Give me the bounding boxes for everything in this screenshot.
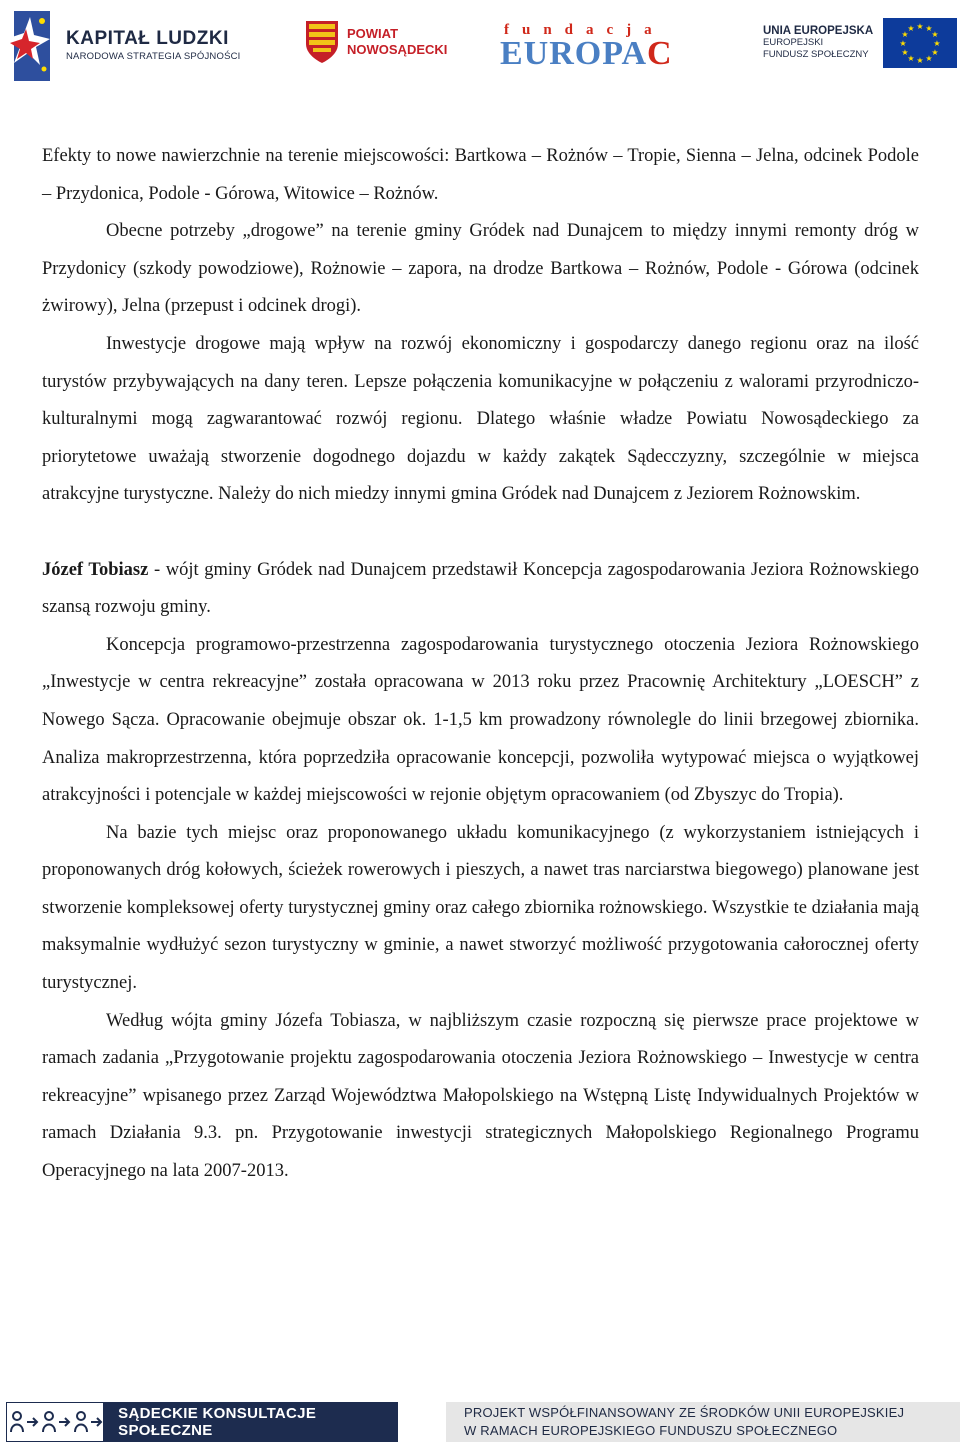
svg-text:★: ★ xyxy=(901,48,909,57)
svg-text:★: ★ xyxy=(925,24,933,33)
kapital-ludzki-title: KAPITAŁ LUDZKI xyxy=(66,28,229,49)
svg-text:★: ★ xyxy=(931,48,939,57)
svg-text:★: ★ xyxy=(933,39,941,48)
svg-text:★: ★ xyxy=(916,56,924,65)
svg-text:★: ★ xyxy=(907,24,915,33)
paragraph-efekty: Efekty to nowe nawierzchnie na terenie miejscowości: Bartkowa – Rożnów – Tropie, Sienna – Jelna, odcinek Podole – Przydonica, Podole - Górowa, Witowice – Rożnów. xyxy=(42,146,919,204)
author-name: Józef Tobiasz xyxy=(42,559,149,580)
footer-banner xyxy=(0,1398,960,1448)
paragraph-wedlug: Według wójta gminy Józefa Tobiasza, w najbliższym czasie rozpoczną się pierwsze prace projektowe w ramach zadania „Przygotowanie projektu zagospodarowania otoczenia Jeziora Rożnowskiego – Inwestycje w centra rekreacyjne” wpisanego przez Zarząd Województwa Małopolskiego na Wstępną Listę Indywidualnych Projektów w ramach Działania 9.3. pn. Przygotowanie inwestycji strategicznych Małopolskiego Regionalnego Programu Operacyjnego na lata 2007-2013. xyxy=(42,1010,919,1182)
people-arrows-icon xyxy=(6,1402,104,1442)
fundacja-europac-logo xyxy=(500,22,673,72)
cofinancing-line1: PROJEKT WSPÓŁFINANSOWANY ZE ŚRODKÓW UNII EUROPEJSKIEJ xyxy=(464,1405,905,1420)
svg-text:★: ★ xyxy=(925,54,933,63)
document-body xyxy=(42,138,919,1191)
svg-text:★: ★ xyxy=(901,30,909,39)
svg-text:★: ★ xyxy=(899,39,907,48)
svg-text:★: ★ xyxy=(916,22,924,31)
eu-flag-icon xyxy=(883,18,957,68)
kapital-ludzki-logo xyxy=(6,8,241,82)
svg-text:★: ★ xyxy=(931,30,939,39)
ue-line2: EUROPEJSKI xyxy=(763,37,824,48)
paragraph-potrzeby: Obecne potrzeby „drogowe” na terenie gminy Gródek nad Dunajcem to między innymi remonty dróg w Przydonicy (szkody powodziowe), Rożnowie – zapora, na drodze Bartkowa – Rożnów, Podole - Górowa (odcinek żwirowy), Jelna (przepust i odcinek drogi). xyxy=(42,221,919,317)
powiat-line2: NOWOSĄDECKI xyxy=(347,42,448,57)
ue-line3: FUNDUSZ SPOŁECZNY xyxy=(763,49,869,60)
unia-europejska-logo xyxy=(763,18,957,68)
fundacja-label: fundacja xyxy=(504,22,665,38)
sadeckie-konsultacje-label: SĄDECKIE KONSULTACJE SPOŁECZNE xyxy=(118,1405,317,1439)
powiat-coat-of-arms-icon xyxy=(305,20,339,64)
powiat-nowosadecki-logo xyxy=(305,20,447,64)
paragraph-inwestycje: Inwestycje drogowe mają wpływ na rozwój ekonomiczny i gospodarczy danego regionu oraz na ilość turystów przybywających na dany teren. Lepsze połączenia komunikacyjne w połączeniu z walorami przyrodniczo-kulturalnymi mogą zagwarantować rozwój regionu. Dlatego właśnie władze Powiatu Nowosądeckiego za priorytetowe uważają stworzenie dogodnego dojazdu w każdy zakątek Sądecczyzny, szczególnie w miejsca atrakcyjne turystyczne. Należy do nich miedzy innymi gmina Gródek nad Dunajcem z Jeziorem Rożnowskim. xyxy=(42,333,919,505)
paragraph-koncepcja: Koncepcja programowo-przestrzenna zagospodarowania turystycznego otoczenia Jeziora Rożnowskiego „Inwestycje w centra rekreacyjne” została opracowana w 2013 roku przez Pracownię Architektury „LOESCH” z Nowego Sącza. Opracowanie obejmuje obszar ok. 1-1,5 km prowadzony równolegle do linii brzegowej zbiornika. Analiza makroprzestrzenna, która poprzedziła opracowanie koncepcji, pozwoliła wytypować miejsca o wyjątkowej atrakcyjności i potencjale w każdej miejscowości w rejonie objętym opracowaniem (od Zbyszyc do Tropia). xyxy=(42,634,919,806)
fundacja-main-b: C xyxy=(647,35,673,72)
kapital-ludzki-emblem-icon xyxy=(6,9,52,81)
paragraph-spacer xyxy=(42,514,919,552)
paragraph-tobiasz-text: - wójt gminy Gródek nad Dunajcem przedstawił Koncepcja zagospodarowania Jeziora Rożnowskiego szansą rozwoju gminy. xyxy=(42,559,919,618)
logo-header xyxy=(0,0,960,90)
fundacja-main-a: EUROPA xyxy=(500,35,648,72)
cofinancing-line2: W RAMACH EUROPEJSKIEGO FUNDUSZU SPOŁECZNEGO xyxy=(464,1423,838,1438)
sadeckie-konsultacje-banner xyxy=(6,1402,398,1442)
paragraph-tobiasz xyxy=(42,552,919,627)
svg-text:★: ★ xyxy=(907,54,915,63)
paragraph-na-bazie: Na bazie tych miejsc oraz proponowanego układu komunikacyjnego (z wykorzystaniem istniejących i proponowanych dróg kołowych, ścieżek rowerowych i pieszych, a nawet tras narciarstwa biegowego) planowane jest stworzenie kompleksowej oferty turystycznej gminy oraz całego zbiornika rożnowskiego. Wszystkie te działania mają maksymalnie wydłużyć sezon turystyczny w gminie, a nawet stworzyć możliwość przygotowania całorocznej oferty turystycznej. xyxy=(42,822,919,994)
ue-line1: UNIA EUROPEJSKA xyxy=(763,25,874,37)
eu-cofinancing-notice xyxy=(446,1402,960,1442)
powiat-line1: POWIAT xyxy=(347,26,399,41)
kapital-ludzki-subtitle: NARODOWA STRATEGIA SPÓJNOŚCI xyxy=(66,51,241,62)
